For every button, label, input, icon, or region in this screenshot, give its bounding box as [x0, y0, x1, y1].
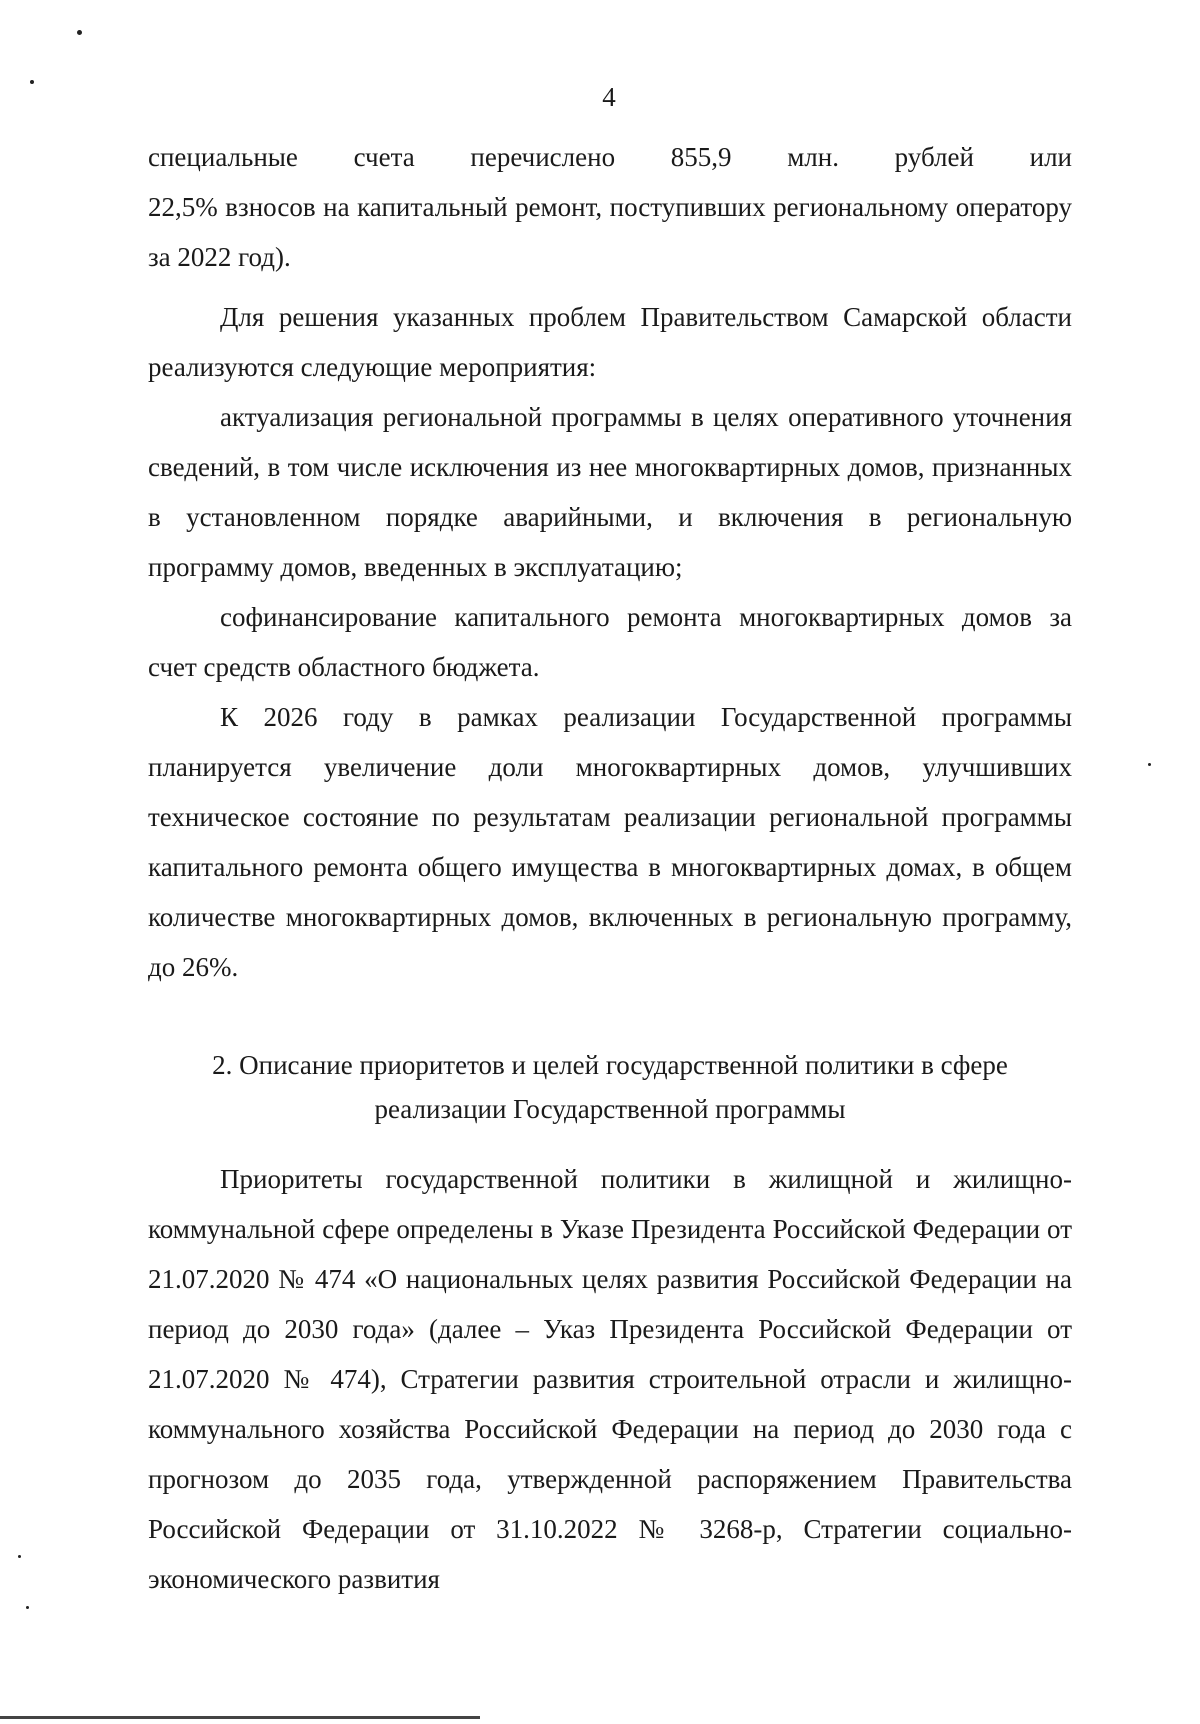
- scan-speck: [77, 30, 82, 35]
- scan-bottom-line: [0, 1716, 480, 1719]
- paragraph-5: К 2026 году в рамках реализации Государственной программы планируется увеличение доли многоквартирных домов, улучшивших техническое состояние по результатам реализации региональной программы капитального ремонта общего имущества в многоквартирных домах, в общем количестве многоквартирных домов, включенных в региональную программу, до 26%.: [148, 702, 1072, 982]
- paragraph-1-first-line: специальные счета перечислено 855,9 млн. рублей или: [148, 142, 1072, 172]
- page-number: 4: [602, 82, 616, 112]
- section-heading-line-1: 2. Описание приоритетов и целей государственной политики в сфере: [212, 1050, 1008, 1080]
- paragraph-1: [148, 132, 1072, 282]
- paragraph-2: Для решения указанных проблем Правительством Самарской области реализуются следующие мероприятия:: [148, 302, 1072, 382]
- scan-speck: [26, 1606, 29, 1609]
- section-heading-line-2: реализации Государственной программы: [374, 1094, 846, 1124]
- paragraph-4: софинансирование капитального ремонта многоквартирных домов за счет средств областного бюджета.: [148, 602, 1072, 682]
- paragraph-6: Приоритеты государственной политики в жилищной и жилищно-коммунальной сфере определены в Указе Президента Российской Федерации от 21.07.2020 № 474 «О национальных целях развития Российской Федерации на период до 2030 года» (далее – Указ Президента Российской Федерации от 21.07.2020 № 474), Стратегии развития строительной отрасли и жилищно-коммунального хозяйства Российской Федерации на период до 2030 года с прогнозом до 2035 года, утвержденной распоряжением Правительства Российской Федерации от 31.10.2022 № 3268-р, Стратегии социально-экономического развития: [148, 1164, 1072, 1594]
- section-heading: [148, 1043, 1072, 1131]
- paragraph-1-continuation: 22,5% взносов на капитальный ремонт, поступивших региональному оператору за 2022 год).: [148, 192, 1072, 272]
- scan-speck: [30, 80, 34, 84]
- scan-speck: [18, 1555, 21, 1558]
- scan-speck: [1148, 763, 1151, 766]
- paragraph-3: актуализация региональной программы в целях оперативного уточнения сведений, в том числе исключения из нее многоквартирных домов, признанных в установленном порядке аварийными, и включения в региональную программу домов, введенных в эксплуатацию;: [148, 402, 1072, 582]
